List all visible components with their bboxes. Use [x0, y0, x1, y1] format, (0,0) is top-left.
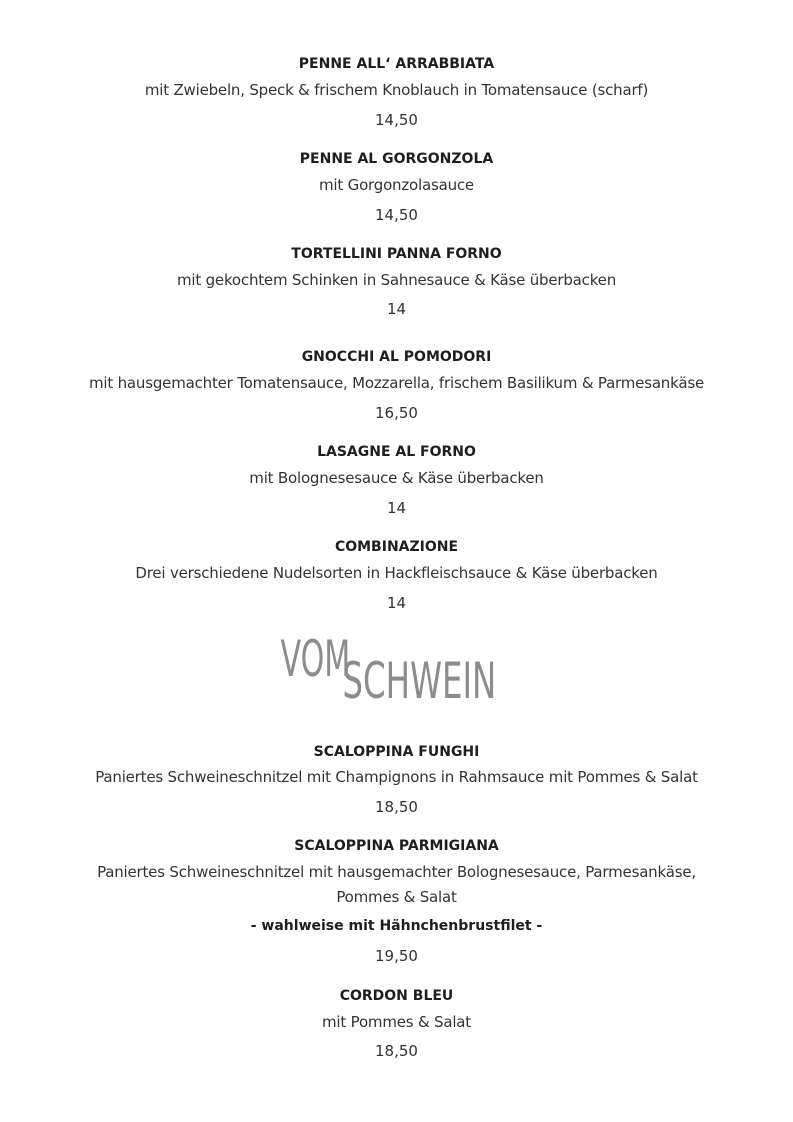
dish-name: PENNE ALL‘ ARRABBIATA: [298, 56, 495, 72]
dish-description-continued: Pommes & Salat: [336, 888, 457, 906]
section-heading-graphic: [267, 630, 527, 705]
dish-price: 14: [386, 594, 407, 612]
dish-price: 19,50: [375, 947, 418, 965]
dish-description: mit Zwiebeln, Speck & frischem Knoblauch in Tomatensauce (scharf): [144, 81, 649, 99]
section-heading-part1: VOM: [280, 630, 350, 689]
dish-name: PENNE AL GORGONZOLA: [299, 151, 494, 167]
dish-price: 16,50: [375, 404, 418, 422]
dish-note: - wahlweise mit Hähnchenbrustfilet -: [250, 918, 543, 934]
dish-name: COMBINAZIONE: [334, 539, 459, 555]
dish-description: Drei verschiedene Nudelsorten in Hackfleischsauce & Käse überbacken: [135, 564, 658, 582]
section-heading-part2: SCHWEIN: [341, 652, 496, 705]
dish-description: mit hausgemachter Tomatensauce, Mozzarella, frischem Basilikum & Parmesankäse: [89, 374, 704, 392]
dish-name: CORDON BLEU: [339, 988, 454, 1004]
dish-description: Paniertes Schweineschnitzel mit Champignons in Rahmsauce mit Pommes & Salat: [95, 768, 698, 786]
dish-description: mit Pommes & Salat: [322, 1013, 471, 1031]
dish-description: mit Gorgonzolasauce: [319, 176, 474, 194]
dish-price: 14: [386, 300, 407, 318]
section-heading: [0, 630, 793, 705]
dish-price: 14,50: [375, 206, 418, 224]
dish-name: TORTELLINI PANNA FORNO: [291, 246, 502, 262]
dish-description: mit Bolognesesauce & Käse überbacken: [249, 469, 544, 487]
dish-description: Paniertes Schweineschnitzel mit hausgemachter Bolognesesauce, Parmesankäse,: [97, 863, 696, 881]
dish-name: SCALOPPINA PARMIGIANA: [294, 838, 499, 854]
dish-name: LASAGNE AL FORNO: [317, 444, 476, 460]
dish-price: 18,50: [375, 798, 418, 816]
dish-name: GNOCCHI AL POMODORI: [301, 349, 492, 365]
dish-price: 14: [386, 499, 407, 517]
dish-name: SCALOPPINA FUNGHI: [313, 744, 480, 760]
dish-description: mit gekochtem Schinken in Sahnesauce & Käse überbacken: [176, 271, 617, 289]
dish-price: 18,50: [375, 1042, 418, 1060]
dish-price: 14,50: [375, 111, 418, 129]
